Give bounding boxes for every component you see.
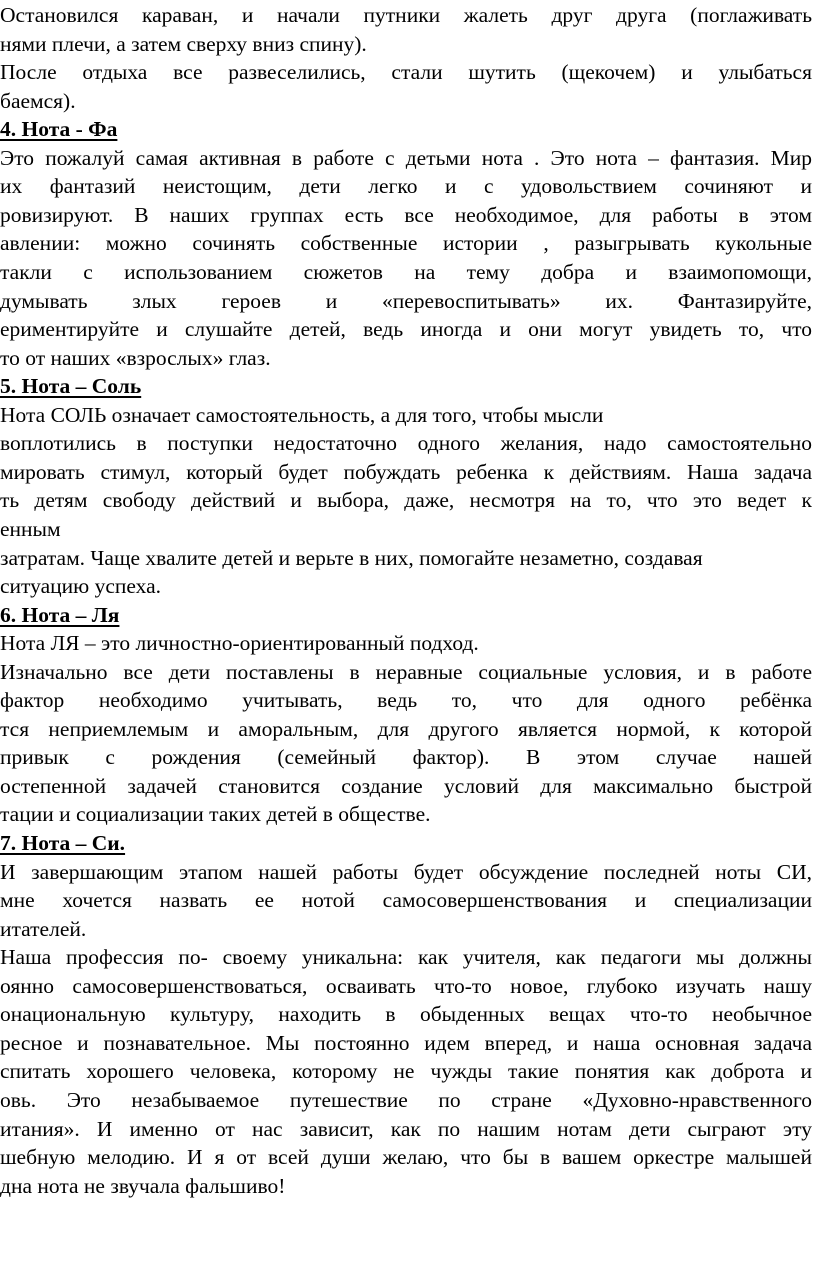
text-line: баемся).: [0, 88, 76, 113]
section-heading: 5. Нота – Соль: [0, 374, 142, 399]
text-line: нями плечи, а затем сверху вниз спину).: [0, 31, 367, 56]
section-heading: 4. Нота - Фа: [0, 117, 118, 142]
text-line: остепенной задачей становится создание условий для максимально быстрой: [0, 773, 812, 798]
text-line: воплотились в поступки недостаточно одного желания, надо самостоятельно: [0, 431, 812, 456]
text-line: ериментируйте и слушайте детей, ведь иногда и они могут увидеть то, что: [0, 317, 812, 342]
text-line: итания». И именно от нас зависит, как по нашим нотам дети сыграют эту: [0, 1116, 812, 1141]
text-line: овь. Это незабываемое путешествие по стране «Духовно-нравственного: [0, 1087, 812, 1112]
text-line: Это пожалуй самая активная в работе с детьми нота . Это нота – фантазия. Мир: [0, 145, 812, 170]
section-heading: 7. Нота – Си.: [0, 831, 126, 855]
text-line: ситуацию успеха.: [0, 574, 162, 598]
text-line: их фантазий неистощим, дети легко и с удовольствием сочиняют и: [0, 174, 812, 199]
text-line: думывать злых героев и «перевоспитывать» их. Фантазируйте,: [0, 288, 812, 313]
text-line: Нота ЛЯ – это личностно-ориентированный подход.: [0, 631, 479, 656]
text-line: мировать стимул, который будет побуждать ребенка к действиям. Наша задача: [0, 459, 812, 484]
text-line: Изначально все дети поставлены в неравные социальные условия, и в работе: [0, 659, 812, 684]
text-line: дна нота не звучала фальшиво!: [0, 1173, 286, 1198]
text-line: ресное и познавательное. Мы постоянно идем вперед, и наша основная задача: [0, 1030, 812, 1055]
text-line: привык с рождения (семейный фактор). В этом случае нашей: [0, 745, 812, 770]
text-line: оянно самосовершенствоваться, осваивать что-то новое, глубоко изучать нашу: [0, 973, 812, 998]
text-line: авлении: можно сочинять собственные истории , разыгрывать кукольные: [0, 231, 812, 256]
text-line: Наша профессия по- своему уникальна: как учителя, как педагоги мы должны: [0, 945, 812, 970]
text-line: то от наших «взрослых» глаз.: [0, 345, 271, 370]
text-line: затратам. Чаще хвалите детей и верьте в них, помогайте незаметно, создавая: [0, 545, 703, 570]
text-line: такли с использованием сюжетов на тему добра и взаимопомощи,: [0, 259, 812, 284]
text-line: После отдыха все развеселились, стали шутить (щекочем) и улыбаться: [0, 60, 812, 85]
text-line: шебную мелодию. И я от всей души желаю, что бы в вашем оркестре малышей: [0, 1145, 812, 1169]
text-line: тся неприемлемым и аморальным, для другого является нормой, к которой: [0, 716, 812, 741]
text-line: Нота СОЛЬ означает самостоятельность, а для того, чтобы мысли: [0, 402, 604, 427]
text-line: мне хочется назвать ее нотой самосовершенствования и специализации: [0, 888, 812, 913]
text-line: тации и социализации таких детей в обществе.: [0, 802, 431, 827]
text-line: ровизируют. В наших группах есть все необходимое, для работы в этом: [0, 202, 812, 227]
section-heading: 6. Нота – Ля: [0, 602, 120, 627]
text-line: итателей.: [0, 916, 87, 941]
text-line: фактор необходимо учитывать, ведь то, что для одного ребёнка: [0, 688, 812, 713]
text-line: И завершающим этапом нашей работы будет обсуждение последней ноты СИ,: [0, 859, 812, 884]
text-line: Остановился караван, и начали путники жалеть друг друга (поглаживать: [0, 3, 812, 27]
text-line: енным: [0, 516, 61, 541]
text-line: онациональную культуру, находить в обыденных вещах что-то необычное: [0, 1002, 812, 1027]
text-line: спитать хорошего человека, которому не чужды такие понятия как доброта и: [0, 1059, 812, 1084]
text-line: ть детям свободу действий и выбора, даже, несмотря на то, что это ведет к: [0, 488, 812, 513]
